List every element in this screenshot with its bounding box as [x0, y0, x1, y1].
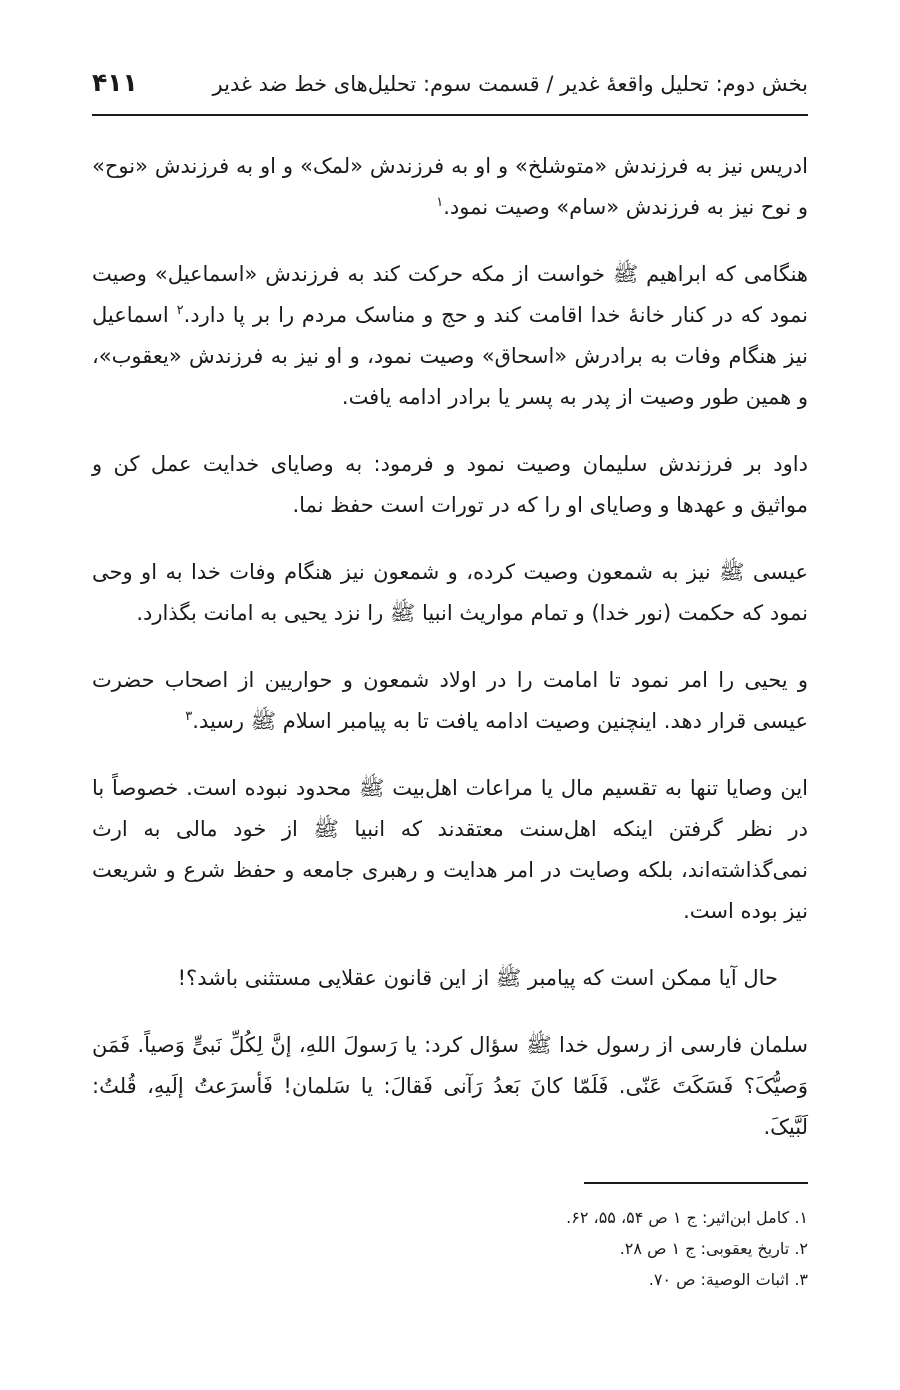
paragraph-davud: داود بر فرزندش سلیمان وصیت نمود و فرمود: به وصایای خدایت عمل کن و مواثیق و عهدها و وصایای او را که در تورات است حفظ نما. — [92, 452, 808, 517]
page — [92, 60, 808, 1174]
page-number: ۴۱۱ — [92, 68, 138, 97]
running-header — [92, 60, 808, 116]
body-text — [92, 146, 808, 1148]
footnote-3: ۳. اثبات الوصیة: ص ۷۰. — [648, 1270, 808, 1289]
footnote-ref-2: ۲ — [176, 303, 184, 318]
paragraph-isa: عیسی ﷺ نیز به شمعون وصیت کرده، و شمعون نیز هنگام وفات خدا به او وحی نمود که حکمت (نور خدا) و تمام مواریث انبیا ﷺ را نزد یحیی به امانت بگذارد. — [92, 560, 808, 625]
footnote-1: ۱. کامل ابن‌اثیر: ج ۱ ص ۵۴، ۵۵، ۶۲. — [566, 1208, 808, 1227]
header-title: بخش دوم: تحلیل واقعهٔ غدیر / قسمت سوم: تحلیل‌های خط ضد غدیر — [212, 72, 808, 96]
paragraph-idris: ادریس نیز به فرزندش «متوشلخ» و او به فرزندش «لمک» و او به فرزندش «نوح» و نوح نیز به فرزندش «سام» وصیت نمود.$^۱$ — [92, 154, 808, 219]
footnotes — [92, 1202, 808, 1295]
paragraph-ibrahim: هنگامی که ابراهیم ﷺ خواست از مکه حرکت کند به فرزندش «اسماعیل» وصیت نمود که در کنار خانهٔ خدا اقامت کند و حج و مناسک مردم را بر پا دارد.$^۲$ اسماعیل نیز هنگام وفات به برادرش «اسحاق» وصیت نمود، و او نیز به فرزندش «یعقوب»، و همین طور وصیت از پدر به پسر یا برادر ادامه یافت. — [92, 262, 808, 409]
paragraph-question: حال آیا ممکن است که پیامبر ﷺ از این قانون عقلایی مستثنی باشد؟! — [177, 966, 778, 990]
footnote-2: ۲. تاریخ یعقوبی: ج ۱ ص ۲۸. — [619, 1239, 808, 1258]
paragraph-wasaya: این وصایا تنها به تقسیم مال یا مراعات اهل‌بیت ﷺ محدود نبوده است. خصوصاً با در نظر گرفتن اینکه اهل‌سنت معتقدند که انبیا ﷺ از خود مالی به ارث نمی‌گذاشته‌اند، بلکه وصایت در امر هدایت و رهبری جامعه و حفظ شرع و شریعت نیز بوده است. — [92, 776, 808, 923]
paragraph-yahya: و یحیی را امر نمود تا امامت را در اولاد شمعون و حواریین از اصحاب حضرت عیسی قرار دهد. اینچنین وصیت ادامه یافت تا به پیامبر اسلام ﷺ رسید.$^۳$ — [92, 668, 808, 733]
footnote-ref-3: ۳ — [185, 709, 193, 724]
footnote-ref-1: ۱ — [436, 195, 444, 210]
paragraph-salman: سلمان فارسی از رسول خدا ﷺ سؤال کرد: یا رَسولَ اللهِ، إنَّ لِکُلِّ نَبیٍّ وَصیاً. فَمَن وَصیُّکَ؟ فَسَکَتَ عَنّی. فَلَمّا کانَ بَعدُ رَآنی فَقالَ: یا سَلمان! فَأسرَعتُ إلَیهِ، قُلتُ: لَبَّیکَ. — [92, 1033, 808, 1139]
footnote-divider — [584, 1182, 808, 1184]
